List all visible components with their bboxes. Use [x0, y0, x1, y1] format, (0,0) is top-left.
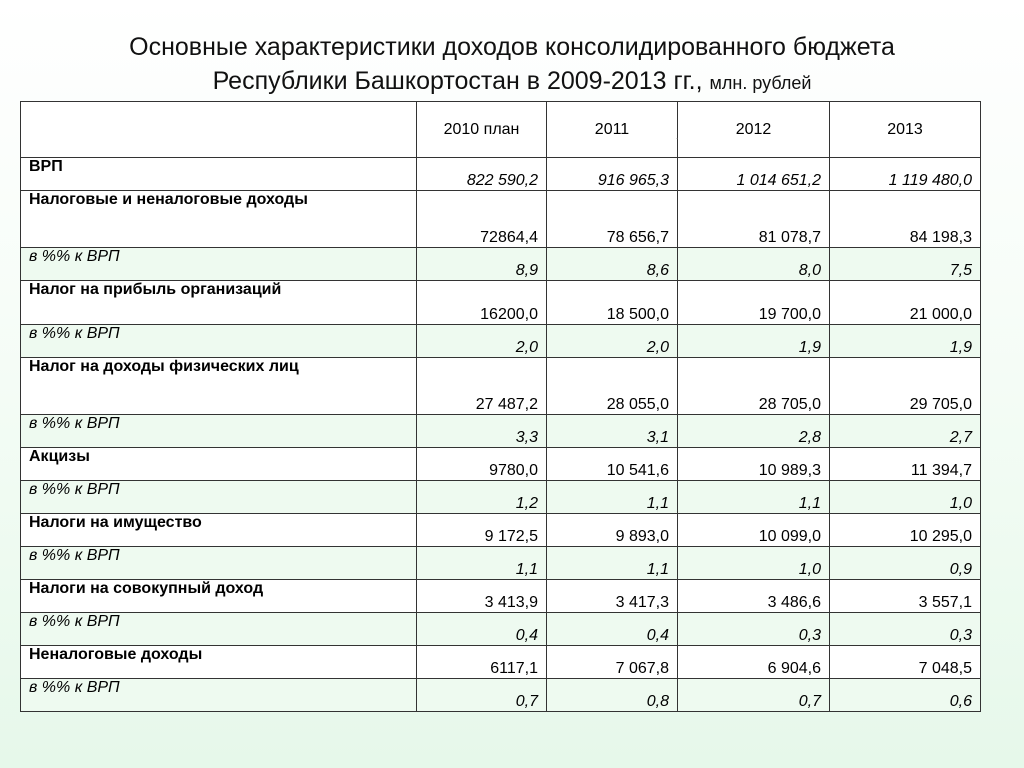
table-cell: 822 590,2 [417, 158, 547, 191]
row-label: в %% к ВРП [21, 248, 417, 281]
table-cell: 0,6 [830, 679, 981, 712]
row-label: Налог на прибыль организаций [21, 281, 417, 325]
table-cell: 1,1 [678, 481, 830, 514]
table-row [21, 358, 981, 415]
table-cell: 1 119 480,0 [830, 158, 981, 191]
table-header-row [21, 102, 981, 158]
table-cell: 0,3 [678, 613, 830, 646]
row-label: Акцизы [21, 448, 417, 481]
row-label: в %% к ВРП [21, 613, 417, 646]
table-row [21, 191, 981, 248]
table-cell: 18 500,0 [547, 281, 678, 325]
table-row [21, 158, 981, 191]
slide-title [0, 30, 1024, 100]
table-cell: 2,0 [547, 325, 678, 358]
title-line-1: Основные характеристики доходов консолидированного бюджета [129, 33, 895, 61]
row-label: Налог на доходы физических лиц [21, 358, 417, 415]
title-unit: млн. рублей [709, 73, 812, 93]
row-label: в %% к ВРП [21, 481, 417, 514]
table-cell: 8,9 [417, 248, 547, 281]
header-cell-2010-plan: 2010 план [417, 102, 547, 158]
table-cell: 10 989,3 [678, 448, 830, 481]
header-cell-2012 [678, 102, 830, 158]
table-cell: 3 417,3 [547, 580, 678, 613]
table-cell: 10 541,6 [547, 448, 678, 481]
table-row [21, 415, 981, 448]
table-cell: 28 055,0 [547, 358, 678, 415]
table-cell: 3 486,6 [678, 580, 830, 613]
table-cell: 0,3 [830, 613, 981, 646]
table-cell: 10 295,0 [830, 514, 981, 547]
table-cell: 1,1 [547, 547, 678, 580]
table-cell: 1,1 [417, 547, 547, 580]
table-cell: 3 557,1 [830, 580, 981, 613]
table-cell: 81 078,7 [678, 191, 830, 248]
table-cell: 2,8 [678, 415, 830, 448]
table-cell: 1,1 [547, 481, 678, 514]
table-row [21, 448, 981, 481]
table-row [21, 679, 981, 712]
header-cell-2011: 2011 [547, 102, 678, 158]
row-label: в %% к ВРП [21, 325, 417, 358]
table-cell: 16200,0 [417, 281, 547, 325]
table-row [21, 481, 981, 514]
table-cell: 8,6 [547, 248, 678, 281]
table-row [21, 325, 981, 358]
stray-dot: . [676, 132, 679, 141]
table-cell: 2,0 [417, 325, 547, 358]
table-cell: 78 656,7 [547, 191, 678, 248]
table-cell: 7 048,5 [830, 646, 981, 679]
table-cell: 1,0 [678, 547, 830, 580]
row-label: Налоговые и неналоговые доходы [21, 191, 417, 248]
table-row [21, 613, 981, 646]
table-cell: 27 487,2 [417, 358, 547, 415]
table-cell: 72864,4 [417, 191, 547, 248]
row-label: Неналоговые доходы [21, 646, 417, 679]
table-cell: 1,9 [830, 325, 981, 358]
table-cell: 1,9 [678, 325, 830, 358]
table-cell: 29 705,0 [830, 358, 981, 415]
table-cell: 11 394,7 [830, 448, 981, 481]
table-cell: 7 067,8 [547, 646, 678, 679]
table-cell: 1,0 [830, 481, 981, 514]
table-cell: 84 198,3 [830, 191, 981, 248]
row-label: в %% к ВРП [21, 547, 417, 580]
table-cell: 2,7 [830, 415, 981, 448]
row-label: Налоги на имущество [21, 514, 417, 547]
table-cell: 9 893,0 [547, 514, 678, 547]
table-cell: 7,5 [830, 248, 981, 281]
title-line-2-text: Республики Башкортостан в 2009-2013 гг., [212, 67, 703, 95]
row-label: в %% к ВРП [21, 679, 417, 712]
table-row [21, 580, 981, 613]
table-cell: 1,2 [417, 481, 547, 514]
table-row [21, 514, 981, 547]
table-row [21, 646, 981, 679]
table-cell: 1 014 651,2 [678, 158, 830, 191]
revenue-table [20, 101, 981, 712]
title-line-2 [0, 64, 1024, 100]
table-row [21, 281, 981, 325]
table-cell: 0,9 [830, 547, 981, 580]
table-row [21, 248, 981, 281]
table-cell: 6 904,6 [678, 646, 830, 679]
table-cell: 916 965,3 [547, 158, 678, 191]
header-cell-2013: 2013 [830, 102, 981, 158]
table-cell: 3,1 [547, 415, 678, 448]
table-cell: 0,7 [417, 679, 547, 712]
table-cell: 10 099,0 [678, 514, 830, 547]
table-cell: 9 172,5 [417, 514, 547, 547]
header-cell-2012-text: 2012 [735, 120, 772, 138]
table-cell: 3 413,9 [417, 580, 547, 613]
table-cell: 0,7 [678, 679, 830, 712]
table-cell: 0,4 [417, 613, 547, 646]
table-cell: 8,0 [678, 248, 830, 281]
table-row [21, 547, 981, 580]
row-label: Налоги на совокупный доход [21, 580, 417, 613]
table-cell: 19 700,0 [678, 281, 830, 325]
table-cell: 28 705,0 [678, 358, 830, 415]
table-cell: 9780,0 [417, 448, 547, 481]
table-cell: 6117,1 [417, 646, 547, 679]
header-cell-empty [21, 102, 417, 158]
table-cell: 3,3 [417, 415, 547, 448]
table-cell: 0,4 [547, 613, 678, 646]
table-cell: 21 000,0 [830, 281, 981, 325]
table-cell: 0,8 [547, 679, 678, 712]
row-label: ВРП [21, 158, 417, 191]
row-label: в %% к ВРП [21, 415, 417, 448]
